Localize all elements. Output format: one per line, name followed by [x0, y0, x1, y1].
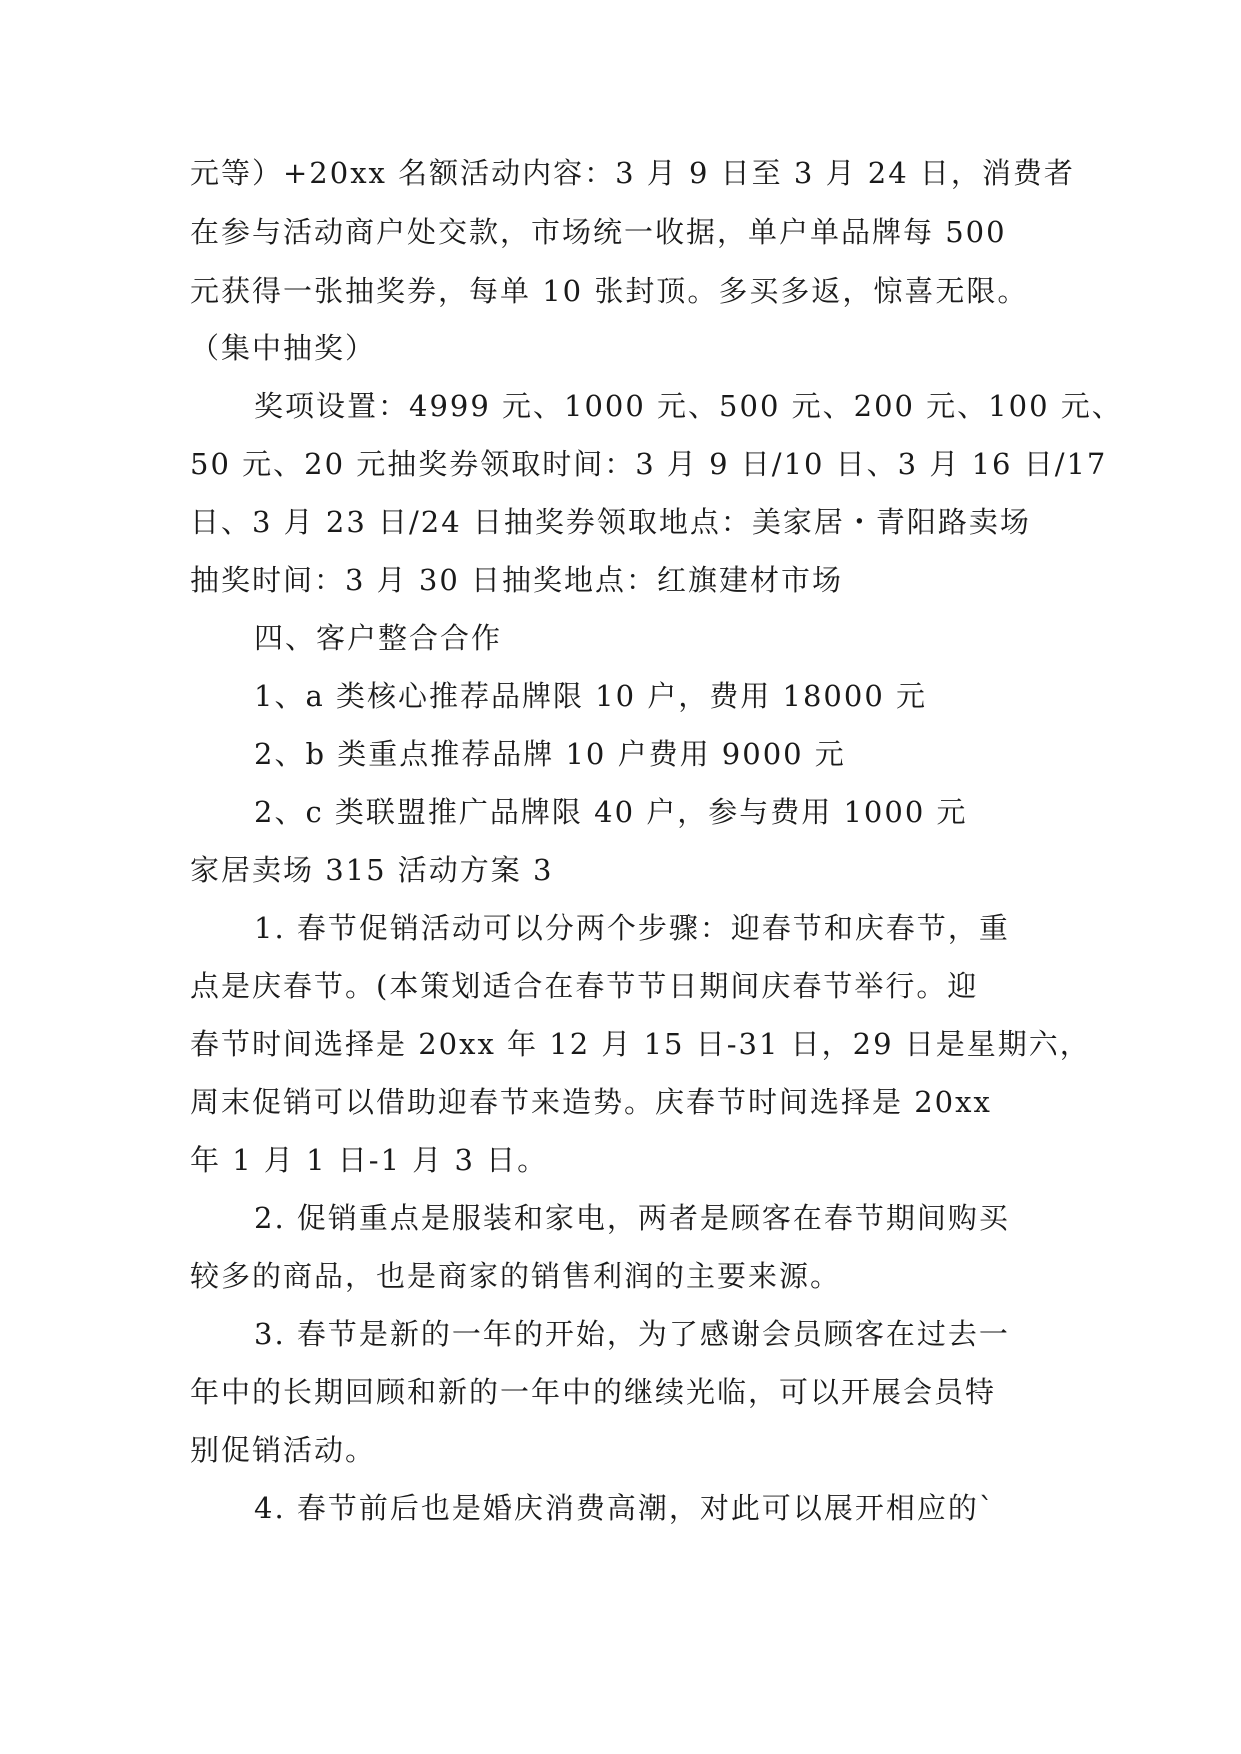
text-line: 日、3 月 23 日/24 日抽奖券领取地点：美家居・青阳路卖场: [190, 505, 1031, 539]
text-line: 1. 春节促销活动可以分两个步骤：迎春节和庆春节，重: [254, 911, 1010, 945]
list-item: 2、c 类联盟推广品牌限 40 户，参与费用 1000 元: [254, 795, 968, 829]
text-line: 年 1 月 1 日-1 月 3 日。: [190, 1143, 549, 1177]
section-heading: 四、客户整合合作: [254, 621, 503, 655]
list-item: 2、b 类重点推荐品牌 10 户费用 9000 元: [254, 737, 846, 771]
text-line: 较多的商品，也是商家的销售利润的主要来源。: [190, 1259, 842, 1293]
text-line: 抽奖时间：3 月 30 日抽奖地点：红旗建材市场: [190, 563, 844, 597]
text-line: 点是庆春节。(本策划适合在春节节日期间庆春节举行。迎: [190, 969, 979, 1003]
text-line: 元等）+20xx 名额活动内容：3 月 9 日至 3 月 24 日，消费者: [190, 156, 1075, 190]
text-line: 4. 春节前后也是婚庆消费高潮，对此可以展开相应的`: [254, 1491, 996, 1525]
text-line: 2. 促销重点是服装和家电，两者是顾客在春节期间购买: [254, 1201, 1010, 1235]
document-title: 家居卖场 315 活动方案 3: [190, 853, 554, 887]
text-line: 周末促销可以借助迎春节来造势。庆春节时间选择是 20xx: [190, 1085, 992, 1119]
text-line: 别促销活动。: [190, 1433, 377, 1467]
text-line: 3. 春节是新的一年的开始，为了感谢会员顾客在过去一: [254, 1317, 1010, 1351]
list-item: 1、a 类核心推荐品牌限 10 户，费用 18000 元: [254, 679, 927, 713]
text-line: 元获得一张抽奖券，每单 10 张封顶。多买多返，惊喜无限。: [190, 274, 1029, 308]
text-line: 奖项设置：4999 元、1000 元、500 元、200 元、100 元、: [254, 389, 1123, 423]
text-line: 在参与活动商户处交款，市场统一收据，单户单品牌每 500: [190, 215, 1007, 249]
text-line: 50 元、20 元抽奖券领取时间：3 月 9 日/10 日、3 月 16 日/17: [190, 447, 1108, 481]
text-line: 年中的长期回顾和新的一年中的继续光临，可以开展会员特: [190, 1375, 997, 1409]
text-line: 春节时间选择是 20xx 年 12 月 15 日-31 日，29 日是星期六，: [190, 1027, 1091, 1061]
text-line: （集中抽奖）: [190, 331, 377, 365]
